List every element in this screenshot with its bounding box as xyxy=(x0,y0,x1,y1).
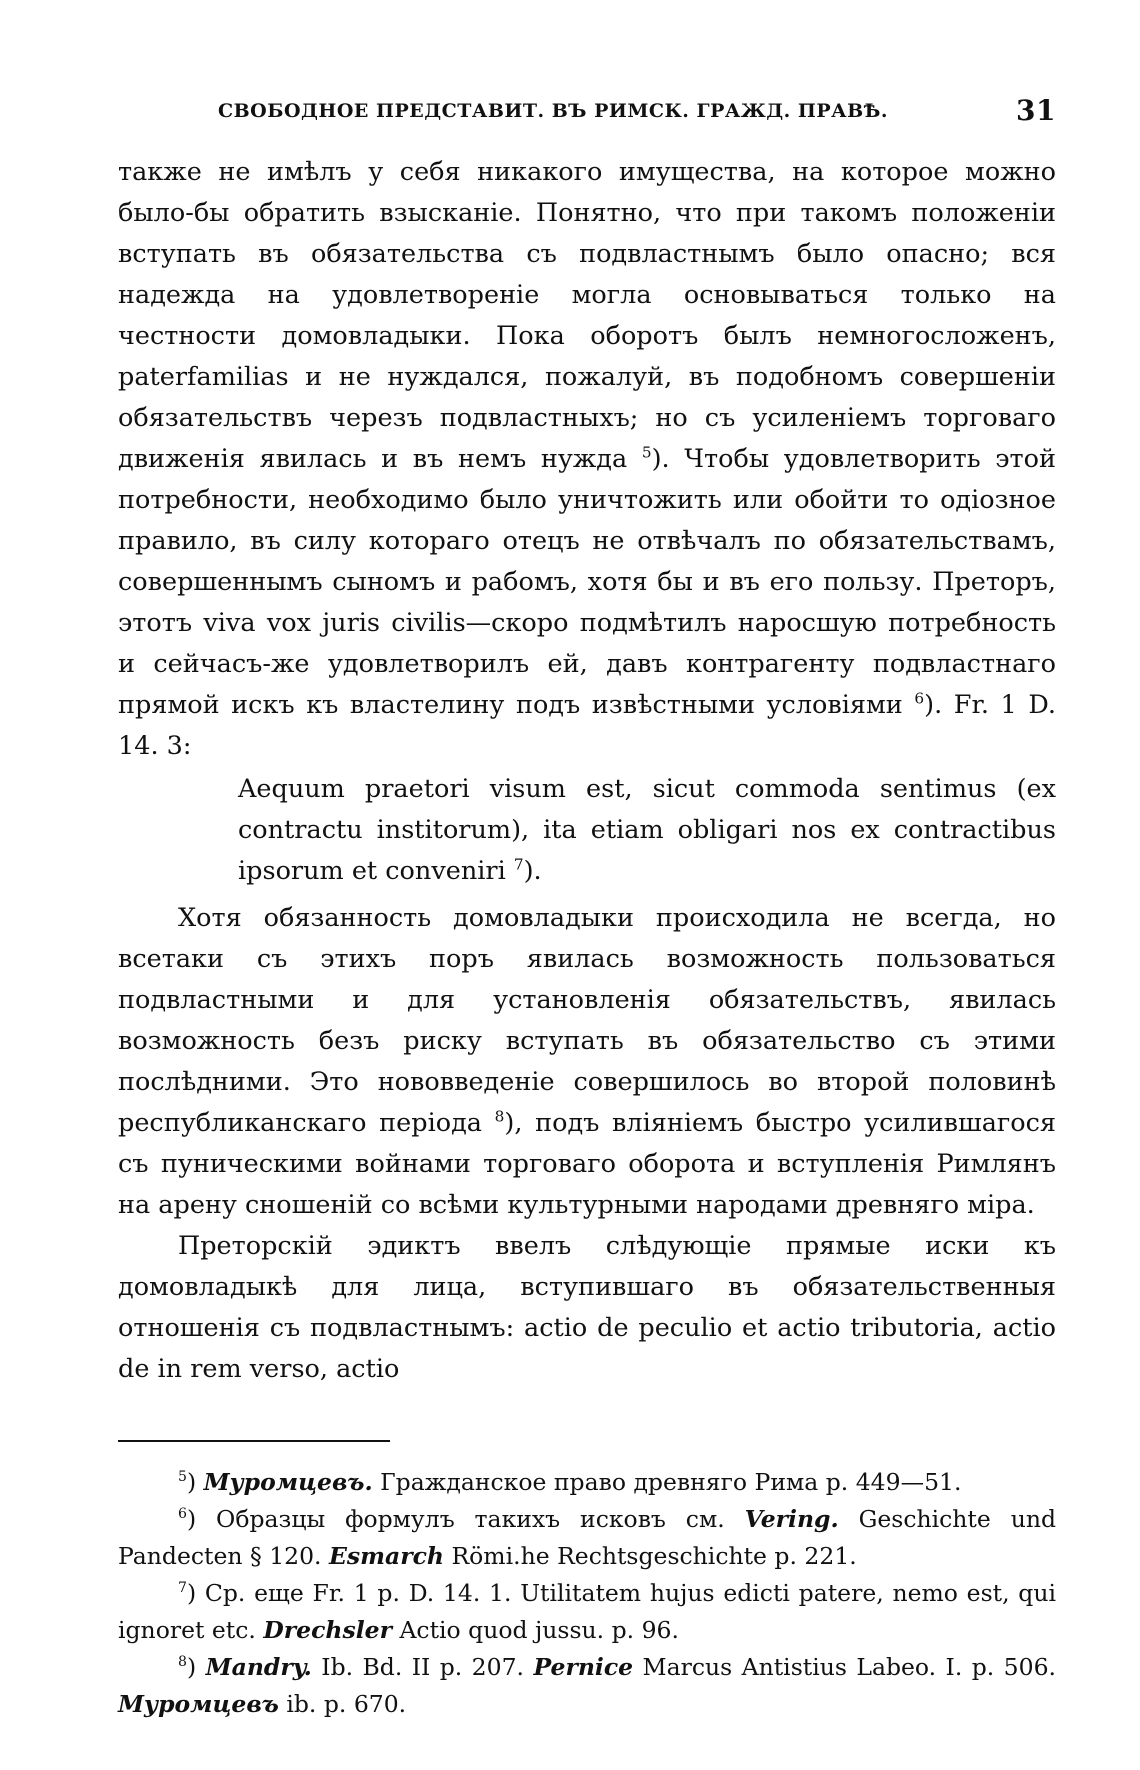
page-number: 31 xyxy=(1016,94,1056,127)
footnote-ref-5[interactable]: 5 xyxy=(641,443,652,462)
paragraph-1: также не имѣлъ у себя никакого имущества, на которое можно было-бы обратить взысканіе. Понятно, что при такомъ положеніи вступать въ обязательства съ подвластнымъ было опасно; вся надежда на удовлетвореніе могла основываться только на честности домовладыки. Пока оборотъ былъ немногосложенъ, paterfamilias и не нуждался, пожалуй, въ подобномъ совершеніи обязательствъ черезъ подвластныхъ; но съ усиленіемъ торговаго движенія явилась и въ немъ нужда $^5$). Чтобы удовлетворить этой потребности, необходимо было уничтожить или обойти то одіозное правило, въ силу котораго отецъ не отвѣчалъ по обязательствамъ, совершеннымъ сыномъ и рабомъ, хотя бы и въ его пользу. Преторъ, этотъ viva vox juris civilis—скоро подмѣтилъ наросшую потребность и сейчасъ-же удовлетворилъ ей, давъ контрагенту подвластнаго прямой искъ къ властелину подъ извѣстными условіями $^6$). Fr. 1 D. 14. 3: xyxy=(118,157,1056,761)
book-page xyxy=(118,92,1056,1723)
running-header xyxy=(118,92,1056,132)
footnote-8: $^8$) Mandry. Ib. Bd. II p. 207. Pernice Marcus Antistius Labeo. I. p. 506. Муромцевъ ib. p. 670. xyxy=(118,1653,1057,1718)
running-title: СВОБОДНОЕ ПРЕДСТАВИТ. ВЪ РИМСК. ГРАЖД. ПРАВѢ. xyxy=(218,100,889,122)
footnote-divider xyxy=(118,1440,390,1442)
latin-quote: Aequum praetori visum est, sicut commoda sentimus (ex contractu institorum), ita etiam obligari nos ex contractibus ipsorum et conveniri $^7$). xyxy=(238,774,1056,886)
main-text xyxy=(118,152,1056,1390)
footnote-ref-6[interactable]: 6 xyxy=(914,689,925,708)
footnote-7: $^7$) Ср. еще Fr. 1 p. D. 14. 1. Utilitatem hujus edicti patere, nemo est, qui ignoret etc. Drechsler Actio quod jussu. p. 96. xyxy=(118,1579,1056,1644)
paragraph-2: Хотя обязанность домовладыки происходила не всегда, но всетаки съ этихъ поръ явилась возможность пользоваться подвластными и для установленія обязательствъ, явилась возможность безъ риску вступать въ обязательство съ этими послѣдними. Это нововведеніе совершилось во второй половинѣ республиканскаго періода $^8$), подъ вліяніемъ быстро усилившагося съ пуническими войнами торговаго оборота и вступленія Римлянъ на арену сношеній со всѣми культурными народами древняго міра. xyxy=(118,903,1056,1220)
paragraph-3: Преторскій эдиктъ ввелъ слѣдующіе прямые иски къ домовладыкѣ для лица, вступившаго въ обязательственныя отношенія съ подвластнымъ: actio de peculio et actio tributoria, actio de in rem verso, actio xyxy=(118,1231,1056,1384)
footnote-ref-8[interactable]: 8 xyxy=(494,1107,505,1126)
footnotes xyxy=(118,1464,1056,1723)
footnote-5: $^5$) Муромцевъ. Гражданское право древняго Рима р. 449—51. xyxy=(178,1468,962,1496)
footnote-6: $^6$) Образцы формулъ такихъ исковъ см. Vering. Geschichte und Pandecten § 120. Esmarch Römi.he Rechtsgeschichte p. 221. xyxy=(118,1505,1057,1570)
footnote-ref-7[interactable]: 7 xyxy=(513,855,524,874)
